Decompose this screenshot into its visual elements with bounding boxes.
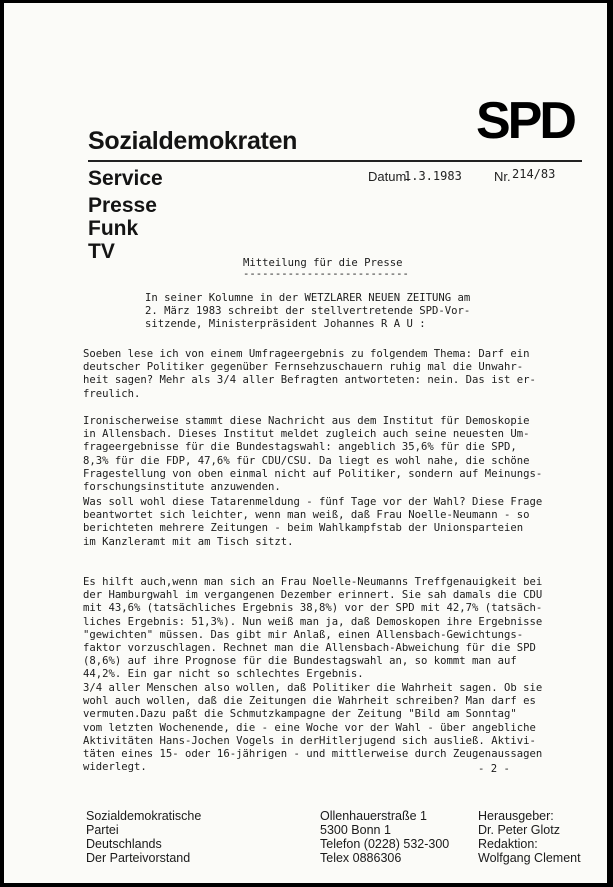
funk-label: Funk — [88, 217, 139, 240]
footer-line: Telefon (0228) 532-300 — [320, 837, 450, 851]
text-line: forschungsinstitute anzuwenden. — [83, 481, 281, 494]
text-line: im Kanzleramt mit am Tisch sitzt. — [83, 535, 294, 548]
text-line: in Allensbach. Dieses Institut meldet zugleich auch seine neuesten Um- — [83, 428, 530, 441]
text-line: Fragestellung von oben einmal nicht auf Politiker, sondern auf Meinungs- — [83, 467, 543, 480]
presse-label: Presse — [88, 194, 157, 217]
text-line: täten eines 15- oder 16-jährigen - und mittlerweise durch Zeugenaussagen — [83, 748, 543, 761]
intro-line: 2. März 1983 schreibt der stellvertretende SPD-Vor- — [145, 305, 471, 318]
intro-line: sitzende, Ministerpräsident Johannes R A U : — [145, 318, 426, 331]
text-line: Es hilft auch,wenn man sich an Frau Noelle-Neumanns Treffgenauigkeit bei — [83, 576, 543, 588]
footer-line: Wolfgang Clement — [478, 851, 581, 865]
text-line: Aktivitäten Hans-Jochen Vogels in derHitlerjugend sich ausließ. Aktivi- — [83, 734, 536, 747]
service-label: Service — [88, 167, 163, 190]
text-line: heit sagen? Mehr als 3/4 aller Befragten antworteten: nein. Das ist er- — [83, 374, 536, 387]
footer-line: Der Parteivorstand — [86, 851, 191, 865]
text-line: frageergebnisse für die Bundestagswahl: angeblich 35,6% für die SPD, — [83, 441, 517, 454]
text-line: freulich. — [83, 387, 141, 400]
press-release-page — [4, 3, 607, 883]
organization-name: Sozialdemokraten — [88, 127, 298, 155]
text-line: der Hamburgwahl im vergangenen Dezember erinnert. Sie sah damals die CDU — [83, 589, 543, 602]
document-title: Mitteilung für die Presse — [243, 257, 403, 269]
intro-line: In seiner Kolumne in der WETZLARER NEUEN ZEITUNG am — [145, 292, 471, 304]
text-line: Was soll wohl diese Tatarenmeldung - fünf Tage vor der Wahl? Diese Frage — [83, 496, 543, 508]
text-line: berichteten mehrere Zeitungen - beim Wahlkampfstab der Unionsparteien — [83, 522, 524, 535]
paragraph-1 — [83, 348, 593, 401]
footer-line: Sozialdemokratische — [86, 809, 202, 823]
spd-logo: SPD — [476, 92, 574, 150]
text-line: liches Ergebnis: 51,3%). Nun weiß man ja, daß Demoskopen ihre Ergebnisse — [83, 615, 543, 628]
footer-line: Ollenhauerstraße 1 — [320, 809, 428, 823]
footer-line: Redaktion: — [478, 837, 538, 851]
text-line: 3/4 aller Menschen also wollen, daß Politiker die Wahrheit sagen. Ob sie — [83, 682, 543, 694]
footer-line: 5300 Bonn 1 — [320, 823, 391, 837]
text-line: beantwortet sich leichter, wenn man weiß, daß Frau Noelle-Neumann - so — [83, 509, 530, 522]
page-marker: - 2 - — [478, 763, 510, 775]
text-line: deutscher Politiker gegenüber Fernsehzuschauern ruhig mal die Unwahr- — [83, 361, 524, 374]
footer-publisher-block — [478, 809, 581, 865]
footer-line: Dr. Peter Glotz — [478, 823, 560, 837]
text-line: 8,3% für die FDP, 47,6% für CDU/CSU. Da liegt es wohl nahe, die schöne — [83, 454, 530, 467]
number-label: Nr. — [494, 169, 511, 184]
text-line: Ironischerweise stammt diese Nachricht aus dem Institut für Demoskopie — [83, 415, 530, 427]
text-line: (8,6%) auf ihre Prognose für die Bundestagswahl an, so kommt man auf — [83, 655, 517, 668]
text-line: wohl auch wollen, daß die Zeitungen die Wahrheit schreiben? Man darf es — [83, 695, 536, 708]
date-label: Datum: — [368, 169, 410, 184]
text-line: mit 43,6% (tatsächliches Ergebnis 38,8%) vor der SPD mit 42,7% (tatsäch- — [83, 602, 543, 615]
date-value: 1.3.1983 — [404, 169, 462, 183]
title-underline: -------------------------- — [243, 268, 409, 280]
paragraph-5 — [83, 682, 593, 774]
header-rule — [88, 160, 582, 162]
paragraph-4 — [83, 576, 593, 682]
paragraph-2 — [83, 415, 593, 494]
footer-line: Partei — [86, 823, 119, 837]
footer-address-block — [320, 809, 449, 865]
text-line: vom letzten Wochenende, die - eine Woche vor der Wahl - über angebliche — [83, 721, 536, 734]
number-value: 214/83 — [512, 167, 556, 181]
text-line: vermuten.Dazu paßt die Schmutzkampagne der Zeitung "Bild am Sonntag" — [83, 708, 517, 721]
text-line: faktor vorzuschlagen. Rechnet man die Allensbach-Abweichung für die SPD — [83, 642, 536, 655]
intro-paragraph — [145, 292, 607, 332]
footer-party-block — [86, 809, 201, 865]
tv-label: TV — [88, 240, 115, 263]
text-line: Soeben lese ich von einem Umfrageergebnis zu folgendem Thema: Darf ein — [83, 348, 530, 360]
footer-line: Telex 0886306 — [320, 851, 402, 865]
footer-line: Herausgeber: — [478, 809, 554, 823]
text-line: "gewichten" müssen. Das gibt mir Anlaß, einen Allensbach-Gewichtungs- — [83, 628, 524, 641]
text-line: widerlegt. — [83, 761, 147, 774]
footer-line: Deutschlands — [86, 837, 162, 851]
text-line: 44,2%. Ein gar nicht so schlechtes Ergebnis. — [83, 668, 364, 681]
paragraph-3 — [83, 496, 593, 549]
